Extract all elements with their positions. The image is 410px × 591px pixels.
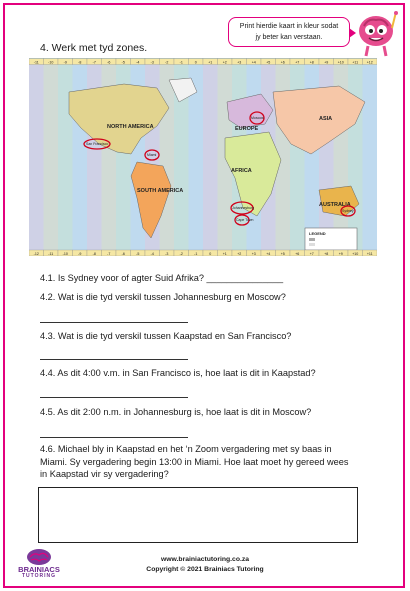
question-4-3: 4.3. Wat is die tyd verskil tussen Kaapstad en San Francisco? [40,331,292,341]
question-4-6-line-2: Miami. Sy vergadering begin 13:00 in Miami. Hoe laat moet hy gereed wees [40,456,349,467]
print-callout [228,17,350,47]
zone-label: +3 [251,252,256,256]
zone-label: +8 [324,252,329,256]
answer-line-4-2[interactable] [40,322,188,323]
zone-stripe [203,64,218,250]
question-4-5: 4.5. As dit 2:00 n.m. in Johannesburg is, hoe laat is dit in Moscow? [40,407,312,417]
zone-label: +7 [309,252,314,256]
zone-label: -4 [150,252,154,256]
city-label-moscow: Moscow [251,116,264,120]
question-4-6-line-1: 4.6. Michael bly in Kaapstad en het ‘n Zoom vergadering met sy baas in [40,444,332,454]
question-4-6 [40,443,348,481]
zone-label: +4 [266,252,271,256]
zone-label: -2 [179,252,183,256]
zone-label: -12 [33,252,39,256]
zone-label: -8 [92,252,96,256]
zone-label: -9 [78,252,82,256]
zone-stripe [363,64,378,250]
brand-name: BRAINIACS [18,565,60,574]
city-label-san-francisco: San Francisco [86,142,109,146]
callout-line-1: Print hierdie kaart in kleur sodat [239,23,339,30]
zone-label: +7 [295,60,300,65]
zone-label: +9 [338,252,343,256]
city-label-miami: Miami [147,153,157,157]
brain-logo-icon [14,547,64,567]
label-south-america: SOUTH AMERICA [137,188,184,194]
map-legend [305,228,357,250]
zone-label: +6 [295,252,300,256]
zone-label: -4 [136,60,140,65]
zone-labels-bottom [29,250,377,256]
zone-label: +5 [280,252,285,256]
question-4-1: 4.1. Is Sydney voor of agter Suid Afrika? _______________ [40,273,284,283]
zone-label: -9 [63,60,67,65]
answer-box-4-6[interactable] [38,487,358,543]
zone-label: -5 [136,252,140,256]
question-4-4: 4.4. As dit 4:00 v.m. in San Francisco is, hoe laat is dit in Kaapstad? [40,368,316,378]
zone-label: -11 [48,252,54,256]
zone-label: 0 [209,252,212,256]
label-europe: EUROPE [235,126,259,132]
zone-label: -7 [92,60,96,65]
zone-label: +10 [337,60,344,65]
zone-stripe [348,64,363,250]
time-zone-map [29,58,377,256]
answer-line-4-5[interactable] [40,437,188,438]
callout-line-2: jy beter kan verstaan. [255,34,323,41]
zone-label: +12 [366,60,373,65]
zone-label: +11 [366,252,373,256]
zone-stripe [44,64,59,250]
answer-line-4-4[interactable] [40,397,188,398]
label-africa: AFRICA [231,168,252,174]
zone-label: +11 [352,60,359,65]
zone-label: -10 [48,60,54,65]
zone-label: -1 [179,60,183,65]
zone-label: -3 [150,60,154,65]
zone-label: +3 [237,60,242,65]
question-4-2: 4.2. Wat is die tyd verskil tussen Johannesburg en Moscow? [40,292,286,302]
zone-labels-top [29,59,377,65]
legend-title: LEGEND [309,231,326,236]
zone-label: +2 [237,252,242,256]
city-label-sydney: Sydney [342,209,354,213]
brand-sub: TUTORING [21,573,57,579]
zone-label: -1 [194,252,198,256]
brand-logo [14,566,64,580]
zone-label: +9 [324,60,329,65]
zone-label: +4 [251,60,256,65]
zone-label: +8 [309,60,314,65]
zone-label: -5 [121,60,125,65]
zone-label: +5 [266,60,271,65]
zone-label: -3 [165,252,169,256]
question-4-6-line-3: in Kaapstad vir sy vergadering? [40,469,169,479]
footer-url: www.brainiactutoring.co.za [160,556,250,563]
answer-line-4-3[interactable] [40,359,188,360]
zone-label: -11 [33,60,39,65]
zone-label: +2 [222,60,227,65]
zone-label: -8 [78,60,82,65]
zone-stripe [29,64,44,250]
city-label-johannesburg: Johannesburg [232,206,255,210]
section-heading: 4. Werk met tyd zones. [40,42,148,54]
zone-stripe [160,64,175,250]
zone-label: -2 [165,60,169,65]
zone-label: -6 [121,252,125,256]
label-asia: ASIA [319,116,333,122]
mascot-icon [354,10,398,58]
zone-label: +6 [280,60,285,65]
zone-label: +1 [222,252,227,256]
zone-label: 0 [194,60,197,65]
zone-label: +1 [208,60,213,65]
zone-label: -6 [107,60,111,65]
zone-label: +10 [352,252,359,256]
city-label-cape-town: Cape Town [236,218,254,222]
zone-label: -7 [107,252,111,256]
label-north-america: NORTH AMERICA [107,124,154,130]
label-australia: AUSTRALIA [319,202,351,208]
footer-copyright: Copyright © 2021 Brainiacs Tutoring [146,566,264,573]
zone-label: -10 [62,252,68,256]
